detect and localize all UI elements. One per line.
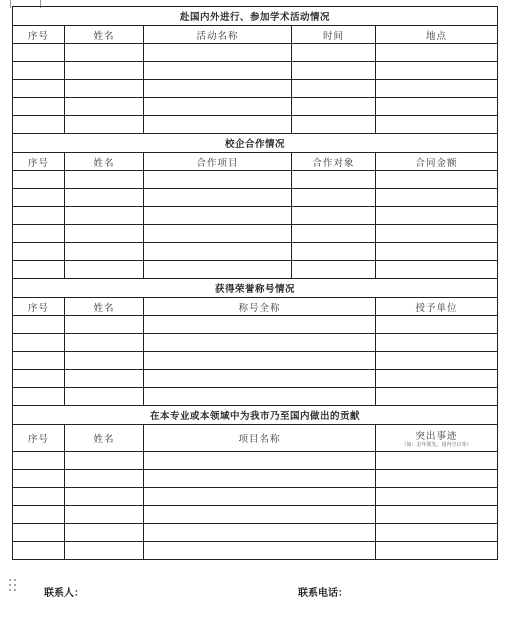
table-cell[interactable] <box>376 189 498 207</box>
table-cell[interactable] <box>144 189 292 207</box>
table-cell[interactable] <box>292 62 376 80</box>
table-cell[interactable] <box>376 316 498 334</box>
table-cell[interactable] <box>144 352 376 370</box>
table-cell[interactable] <box>144 334 376 352</box>
outstanding-deeds-note: （如：去年领先、国内空白等） <box>401 441 472 448</box>
table-cell[interactable] <box>13 80 65 98</box>
table-cell[interactable] <box>65 116 144 134</box>
table-cell[interactable] <box>65 506 144 524</box>
column-header-granting-unit: 授予单位 <box>376 298 498 316</box>
table-cell[interactable] <box>376 44 498 62</box>
table-cell[interactable] <box>13 207 65 225</box>
table-row <box>13 171 498 189</box>
table-cell[interactable] <box>292 189 376 207</box>
table-cell[interactable] <box>13 44 65 62</box>
table-cell[interactable] <box>376 62 498 80</box>
table-cell[interactable] <box>13 171 65 189</box>
column-header-time: 时间 <box>292 26 376 44</box>
table-cell[interactable] <box>144 488 376 506</box>
table-cell[interactable] <box>65 470 144 488</box>
table-cell[interactable] <box>292 207 376 225</box>
page-corner-mark <box>10 0 11 8</box>
table-row <box>13 98 498 116</box>
table-row <box>13 370 498 388</box>
table-cell[interactable] <box>65 80 144 98</box>
table-cell[interactable] <box>13 370 65 388</box>
table-cell[interactable] <box>65 524 144 542</box>
table-cell[interactable] <box>65 98 144 116</box>
column-header-cooperation-partner: 合作对象 <box>292 153 376 171</box>
table-row <box>13 116 498 134</box>
table-cell[interactable] <box>376 352 498 370</box>
table-cell[interactable] <box>65 62 144 80</box>
table-cell[interactable] <box>13 62 65 80</box>
table-row <box>13 44 498 62</box>
table-cell[interactable] <box>144 225 292 243</box>
table-row <box>13 243 498 261</box>
table-cell[interactable] <box>13 488 65 506</box>
column-header-number: 序号 <box>13 26 65 44</box>
table-row <box>13 388 498 406</box>
table-cell[interactable] <box>13 388 65 406</box>
table-cell[interactable] <box>65 452 144 470</box>
column-header-name: 姓名 <box>65 425 144 452</box>
table-cell[interactable] <box>13 116 65 134</box>
table-cell[interactable] <box>292 98 376 116</box>
table-cell[interactable] <box>292 225 376 243</box>
table-row <box>13 452 498 470</box>
table-cell[interactable] <box>376 470 498 488</box>
table-cell[interactable] <box>376 506 498 524</box>
table-cell[interactable] <box>13 189 65 207</box>
table-cell[interactable] <box>144 542 376 560</box>
table-cell[interactable] <box>144 44 292 62</box>
table-move-handle-icon[interactable] <box>9 579 18 593</box>
table-cell[interactable] <box>144 62 292 80</box>
table-cell[interactable] <box>144 524 376 542</box>
table-row <box>13 80 498 98</box>
table-cell[interactable] <box>144 80 292 98</box>
table-cell[interactable] <box>13 524 65 542</box>
section-title-school-enterprise: 校企合作情况 <box>13 134 498 153</box>
info-form-table <box>12 6 498 560</box>
table-cell[interactable] <box>65 388 144 406</box>
table-cell[interactable] <box>65 370 144 388</box>
table-cell[interactable] <box>376 334 498 352</box>
table-cell[interactable] <box>144 316 376 334</box>
table-cell[interactable] <box>292 80 376 98</box>
table-row <box>13 506 498 524</box>
table-cell[interactable] <box>13 261 65 279</box>
section-title-contributions: 在本专业或本领域中为我市乃至国内做出的贡献 <box>13 406 498 425</box>
column-header-number: 序号 <box>13 153 65 171</box>
table-cell[interactable] <box>292 171 376 189</box>
column-header-number: 序号 <box>13 425 65 452</box>
table-row <box>13 542 498 560</box>
table-cell[interactable] <box>376 98 498 116</box>
table-cell[interactable] <box>144 261 292 279</box>
column-header-project-name: 项目名称 <box>144 425 376 452</box>
table-cell[interactable] <box>376 243 498 261</box>
table-cell[interactable] <box>65 44 144 62</box>
table-cell[interactable] <box>65 488 144 506</box>
table-row <box>13 225 498 243</box>
table-cell[interactable] <box>376 370 498 388</box>
table-cell[interactable] <box>376 80 498 98</box>
column-header-number: 序号 <box>13 298 65 316</box>
table-cell[interactable] <box>65 171 144 189</box>
section-title-academic-activities: 赴国内外进行、参加学术活动情况 <box>13 7 498 26</box>
table-cell[interactable] <box>65 243 144 261</box>
table-cell[interactable] <box>376 207 498 225</box>
table-cell[interactable] <box>376 261 498 279</box>
table-cell[interactable] <box>65 316 144 334</box>
table-cell[interactable] <box>144 388 376 406</box>
table-cell[interactable] <box>13 506 65 524</box>
table-cell[interactable] <box>13 352 65 370</box>
table-cell[interactable] <box>292 261 376 279</box>
table-cell[interactable] <box>13 470 65 488</box>
table-cell[interactable] <box>65 225 144 243</box>
table-cell[interactable] <box>65 207 144 225</box>
table-cell[interactable] <box>65 261 144 279</box>
table-cell[interactable] <box>376 225 498 243</box>
table-row <box>13 62 498 80</box>
column-header-name: 姓名 <box>65 26 144 44</box>
table-cell[interactable] <box>13 98 65 116</box>
table-cell[interactable] <box>292 44 376 62</box>
table-cell[interactable] <box>376 542 498 560</box>
table-cell[interactable] <box>13 542 65 560</box>
column-header-contract-amount: 合同金额 <box>376 153 498 171</box>
table-cell[interactable] <box>65 334 144 352</box>
column-header-name: 姓名 <box>65 153 144 171</box>
table-cell[interactable] <box>144 470 376 488</box>
table-cell[interactable] <box>144 207 292 225</box>
table-cell[interactable] <box>376 171 498 189</box>
table-row <box>13 261 498 279</box>
column-header-outstanding-deeds <box>376 425 498 452</box>
table-cell[interactable] <box>13 334 65 352</box>
table-cell[interactable] <box>13 225 65 243</box>
table-row <box>13 316 498 334</box>
table-row <box>13 470 498 488</box>
contact-person-label: 联系人： <box>44 588 84 599</box>
table-cell[interactable] <box>144 506 376 524</box>
table-cell[interactable] <box>65 352 144 370</box>
column-header-location: 地点 <box>376 26 498 44</box>
table-cell[interactable] <box>144 171 292 189</box>
table-cell[interactable] <box>292 116 376 134</box>
table-cell[interactable] <box>13 243 65 261</box>
table-cell[interactable] <box>13 452 65 470</box>
table-cell[interactable] <box>376 524 498 542</box>
table-cell[interactable] <box>144 452 376 470</box>
table-row <box>13 207 498 225</box>
table-row <box>13 189 498 207</box>
table-cell[interactable] <box>65 542 144 560</box>
table-row <box>13 488 498 506</box>
table-cell[interactable] <box>144 116 292 134</box>
contact-phone-label: 联系电话： <box>298 588 348 599</box>
table-cell[interactable] <box>376 488 498 506</box>
table-cell[interactable] <box>13 316 65 334</box>
outstanding-deeds-label: 突出事迹 <box>415 430 458 442</box>
column-header-activity-name: 活动名称 <box>144 26 292 44</box>
table-row <box>13 334 498 352</box>
column-header-title-full-name: 称号全称 <box>144 298 376 316</box>
column-header-cooperation-project: 合作项目 <box>144 153 292 171</box>
table-cell[interactable] <box>376 116 498 134</box>
table-row <box>13 524 498 542</box>
section-title-honorary-titles: 获得荣誉称号情况 <box>13 279 498 298</box>
table-row <box>13 352 498 370</box>
table-cell[interactable] <box>65 189 144 207</box>
table-cell[interactable] <box>376 388 498 406</box>
table-cell[interactable] <box>144 243 292 261</box>
table-cell[interactable] <box>144 98 292 116</box>
table-cell[interactable] <box>144 370 376 388</box>
table-cell[interactable] <box>376 452 498 470</box>
column-header-name: 姓名 <box>65 298 144 316</box>
table-cell[interactable] <box>292 243 376 261</box>
